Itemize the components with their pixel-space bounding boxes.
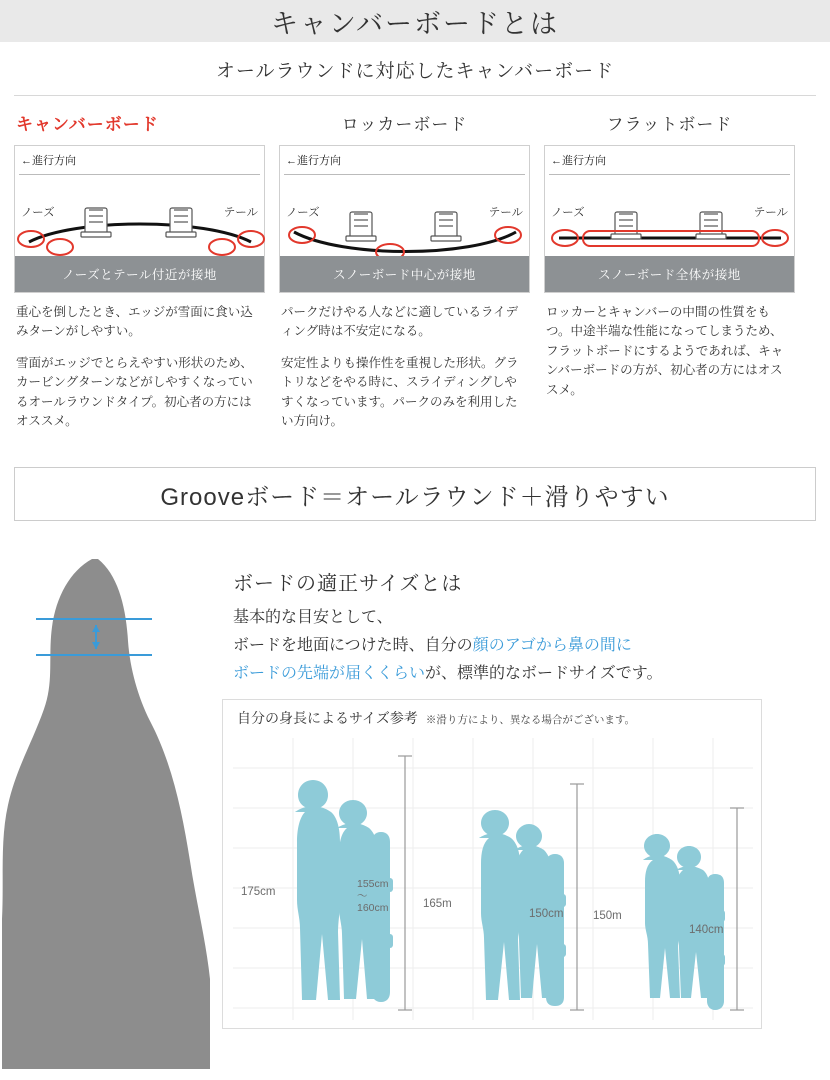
- size-guide-text: [233, 567, 813, 689]
- page-subtitle: オールラウンドに対応したキャンバーボード: [14, 42, 816, 96]
- board-desc-camber: [14, 293, 265, 431]
- nose-label: ノーズ: [286, 207, 320, 219]
- board-desc-camber-p1: 重心を倒したとき、エッジが雪面に食い込みターンがしやすい。: [16, 305, 253, 339]
- page-header: [0, 0, 830, 42]
- tail-label: テール: [488, 207, 523, 219]
- board-comparison: [0, 96, 830, 443]
- tail-label: テール: [223, 207, 258, 219]
- board-desc-flat: [544, 293, 795, 400]
- board-figure-camber: [14, 145, 265, 293]
- board-desc-flat-p1: ロッカーとキャンバーの中間の性質をもつ。中途半端な性能になってしまうため、フラットボードにするようであれば、キャンバーボードの方が、初心者の方にはオススメ。: [546, 305, 784, 397]
- size-guide-line2: [233, 634, 813, 659]
- page-title: キャンバーボードとは: [270, 8, 560, 39]
- size-guide-line2-b: 顔のアゴから鼻の間に: [472, 637, 632, 655]
- board-title-flat: フラットボード: [606, 115, 733, 134]
- board-title-rocker: ロッカーボード: [341, 115, 468, 134]
- size-guide-section: [0, 549, 830, 1069]
- size-guide-line1: 基本的な目安として、: [233, 609, 393, 627]
- chart-label-board-3: 140cm: [689, 924, 724, 937]
- board-caption-camber: ノーズとテール付近が接地: [15, 256, 264, 292]
- size-reference-chart: [222, 699, 762, 1029]
- board-caption-flat: スノーボード全体が接地: [545, 256, 794, 292]
- size-guide-line3: [233, 662, 813, 687]
- board-desc-camber-p2: 雪面がエッジでとらえやすい形状のため、カービングターンなどがしやすくなっているオールラウンドタイプ。初心者の方にはオススメ。: [16, 355, 253, 428]
- direction-label: ←進行方向: [551, 155, 606, 167]
- chart-plot: [233, 738, 751, 1020]
- tail-label: テール: [753, 207, 788, 219]
- groove-banner: [14, 467, 816, 521]
- size-guide-line3-a: ボードの先端が届くくらい: [233, 664, 426, 682]
- direction-label: ←進行方向: [286, 155, 341, 167]
- board-desc-rocker-p1: パークだけやる人などに適しているライディング時は不安定になる。: [281, 305, 519, 339]
- chart-label-height-3: 150m: [593, 910, 622, 923]
- board-column-rocker: [279, 106, 530, 443]
- size-guide-line2-a: ボードを地面につけた時、自分の: [233, 637, 473, 655]
- chart-title: 自分の身長によるサイズ参考: [237, 710, 418, 727]
- size-guide-line3-b: が、標準的なボードサイズです。: [425, 664, 663, 682]
- chart-label-height-1: 175cm: [241, 886, 276, 899]
- chart-header: [223, 700, 761, 728]
- board-desc-rocker: [279, 293, 530, 431]
- board-figure-rocker: [279, 145, 530, 293]
- size-guide-heading: ボードの適正サイズとは: [233, 573, 463, 596]
- chart-figures: [233, 738, 753, 1020]
- nose-label: ノーズ: [551, 207, 585, 219]
- chart-label-board-2: 150cm: [529, 908, 564, 921]
- nose-label: ノーズ: [21, 207, 55, 219]
- groove-banner-label: Grooveボード＝オールラウンド＋滑りやすい: [160, 483, 670, 511]
- direction-label: ←進行方向: [21, 155, 76, 167]
- chart-label-height-2: 165m: [423, 898, 452, 911]
- board-figure-flat: [544, 145, 795, 293]
- board-title-camber: キャンバーボード: [16, 115, 159, 134]
- chart-label-board-1: 155cm 〜 160cm: [357, 878, 389, 915]
- board-desc-rocker-p2: 安定性よりも操作性を重視した形状。グラトリなどをやる時に、スライディングしやすくなっています。パークのみを利用したい方向け。: [281, 355, 519, 428]
- chart-note: ※滑り方により、異なる場合がございます。: [425, 714, 636, 727]
- board-caption-rocker: スノーボード中心が接地: [280, 256, 529, 292]
- snowboarder-silhouette: [0, 549, 240, 1069]
- board-column-camber: [14, 106, 265, 443]
- board-column-flat: [544, 106, 795, 443]
